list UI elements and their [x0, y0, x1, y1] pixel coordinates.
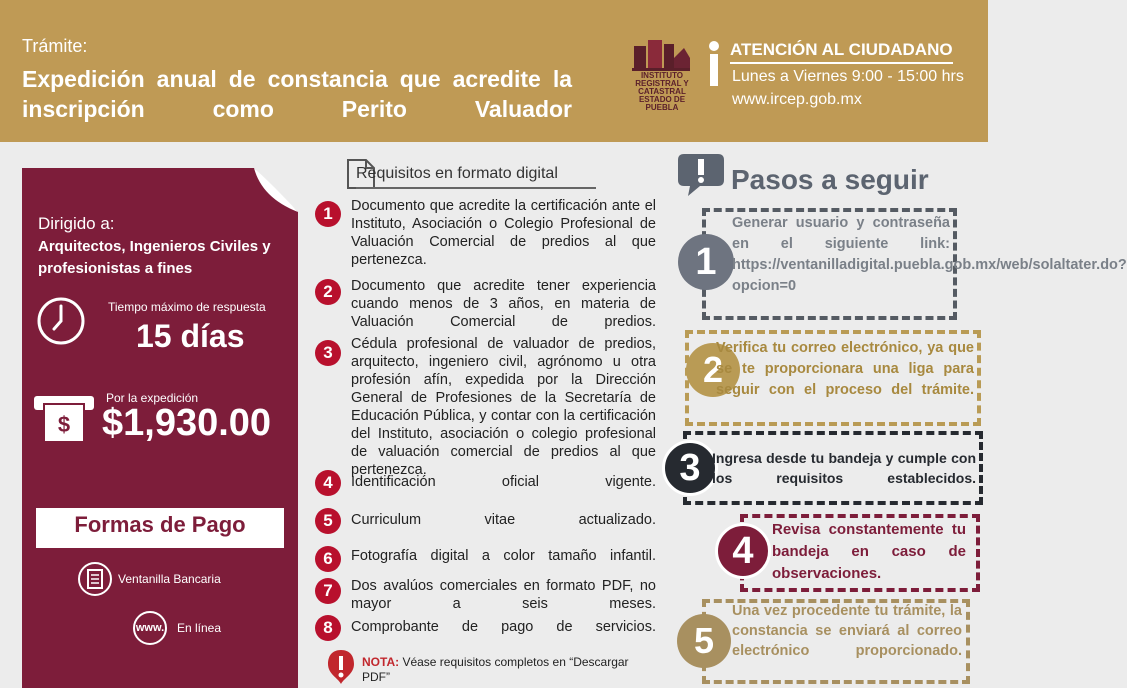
- page-fold-icon: [254, 168, 298, 212]
- requirement-item: Dos avalúos comerciales en formato PDF, no mayor a seis meses.: [351, 578, 656, 612]
- requirements-divider: [356, 187, 596, 189]
- requirement-item: Comprobante de pago de servicios.: [351, 619, 656, 635]
- requirement-number: 8: [315, 615, 341, 641]
- response-time-value: 15 días: [136, 318, 245, 354]
- requirement-number: 4: [315, 470, 341, 496]
- step-number: 1: [678, 234, 734, 290]
- requirement-number: 7: [315, 578, 341, 604]
- fee-value: $1,930.00: [102, 402, 272, 444]
- note-label: NOTA:: [362, 655, 400, 669]
- step-text: Ingresa desde tu bandeja y cumple con los requisitos establecidos.: [712, 450, 976, 486]
- fee-label: Por la expedición: [106, 391, 199, 405]
- requirement-item: Fotografía digital a color tamaño infantil.: [351, 548, 656, 564]
- directed-label: Dirigido a:: [38, 214, 115, 233]
- web-icon: www.: [133, 611, 167, 645]
- requirement-item: Identificación oficial vigente.: [351, 474, 656, 490]
- step-number: 5: [677, 614, 731, 668]
- requirement-number: 5: [315, 508, 341, 534]
- note: [362, 655, 632, 685]
- money-icon: [32, 390, 96, 444]
- step-number: 3: [662, 440, 718, 496]
- step-number: 2: [686, 343, 740, 397]
- alert-icon: [326, 648, 356, 686]
- step-text: Verifica tu correo electrónico, ya que se te proporcionara una liga para seguir con el proceso del trámite.: [716, 340, 974, 398]
- requirement-number: 6: [315, 546, 341, 572]
- requirement-number: 3: [315, 340, 341, 366]
- requirement-item: Documento que acredite tener experiencia cuando menos de 3 años, en materia de Valuación Comercial de predios.: [351, 278, 656, 330]
- procedure-title: Expedición anual de constancia que acredite la inscripción como Perito Valuador: [22, 66, 572, 122]
- requirement-number: 2: [315, 279, 341, 305]
- response-time-label: Tiempo máximo de respuesta: [108, 300, 266, 314]
- info-icon: [704, 40, 724, 88]
- payment-title: Formas de Pago: [74, 512, 246, 537]
- payment-bank: Ventanilla Bancaria: [118, 572, 221, 586]
- institute-logo-text: INSTITUTO REGISTRAL Y CATASTRAL ESTADO DE PUEBLA: [635, 71, 689, 112]
- step-text: Una vez procedente tu trámite, la constancia se enviará al correo electrónico proporcionado.: [732, 603, 962, 659]
- note-text: Véase requisitos completos en “Descargar PDF”: [362, 655, 629, 684]
- website-link[interactable]: www.ircep.gob.mx: [732, 91, 862, 108]
- step-text[interactable]: Generar usuario y contraseña en el siguiente link: https://ventanilladigital.puebla.gob.mx/web/solaltater.do?opcion=0: [732, 215, 1127, 294]
- requirement-item: Curriculum vitae actualizado.: [351, 512, 656, 528]
- warning-icon: [676, 150, 726, 198]
- office-hours: Lunes a Viernes 9:00 - 15:00 hrs: [732, 68, 964, 85]
- steps-title: Pasos a seguir: [731, 164, 929, 195]
- requirement-number: 1: [315, 201, 341, 227]
- requirement-item: Cédula profesional de valuador de predios, arquitecto, ingeniero civil, agrónomo u otra profesión afín, expedida por la Dirección General de Profesiones de la Secretaría de Educación Pública, y contar con la certificación del Instituto, asociación o colegio profesional de valuación comercial de predios al que pertenezca.: [351, 336, 656, 478]
- svg-text:$: $: [57, 412, 71, 437]
- requirement-item: Documento que acredite la certificación ante el Instituto, Asociación o Colegio Profesional de Valuación Comercial de predios al que pertenezca.: [351, 198, 656, 268]
- directed-value: Arquitectos, Ingenieros Civiles y profesionistas a fines: [38, 238, 271, 277]
- procedure-label: Trámite:: [22, 36, 88, 56]
- step-number: 4: [715, 523, 771, 579]
- requirements-title: Requisitos en formato digital: [356, 165, 558, 182]
- attention-title: ATENCIÓN AL CIUDADANO: [730, 40, 953, 64]
- step-text: Revisa constantemente tu bandeja en caso de observaciones.: [772, 521, 966, 582]
- bank-window-icon: [78, 562, 112, 596]
- clock-icon: [36, 296, 86, 346]
- payment-online: En línea: [177, 621, 222, 635]
